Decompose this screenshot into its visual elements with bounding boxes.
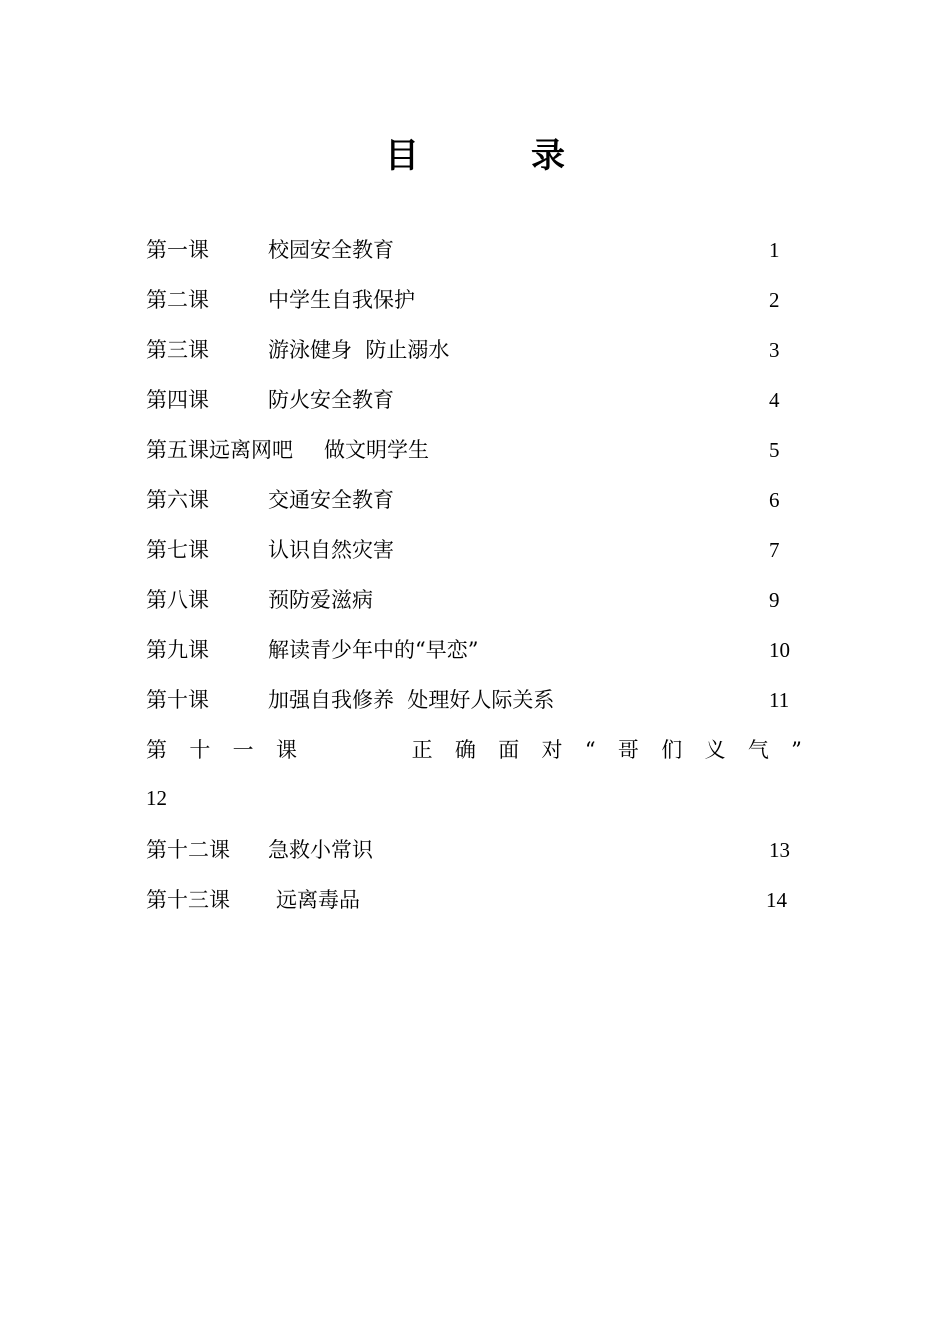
toc-justified-line: [146, 730, 802, 770]
toc-lesson-label: 第五课远离网吧: [146, 438, 293, 462]
toc-entry[interactable]: [146, 230, 796, 280]
toc-entry[interactable]: [146, 580, 796, 630]
toc-entry[interactable]: [146, 730, 802, 830]
toc-topic-char: 面: [498, 738, 520, 762]
toc-topic: 远离毒品: [276, 888, 360, 912]
toc-lesson-label: 第八课: [146, 588, 209, 612]
toc-entry[interactable]: [146, 630, 796, 680]
toc-topic: 防火安全教育: [268, 388, 394, 412]
toc-spacer: [319, 730, 389, 770]
toc-topic-char: 们: [661, 738, 683, 762]
toc-entry[interactable]: [146, 830, 796, 880]
toc-page-number: 6: [769, 488, 780, 512]
toc-topic-char: 确: [454, 738, 476, 762]
toc-page-number: 7: [769, 538, 780, 562]
toc-page-number: 5: [769, 438, 780, 462]
toc-entry[interactable]: [146, 380, 796, 430]
toc-page-number: 11: [769, 688, 790, 712]
title-char-2: 录: [531, 136, 565, 176]
toc-entry[interactable]: [146, 680, 796, 730]
toc-entry[interactable]: [146, 280, 796, 330]
page-title: [0, 128, 950, 177]
toc-page-number: 10: [769, 638, 790, 662]
toc-page-number: 13: [769, 838, 790, 862]
toc-topic-char: “: [584, 738, 596, 762]
toc-entry[interactable]: [146, 880, 796, 930]
toc-topic: 做文明学生: [324, 438, 429, 462]
toc-topic-char: 义: [704, 738, 726, 762]
toc-topic: 交通安全教育: [268, 488, 394, 512]
toc-lesson-label: 第二课: [146, 288, 209, 312]
toc-topic: 校园安全教育: [268, 238, 394, 262]
toc-lesson-label: 第四课: [146, 388, 209, 412]
toc-topic: 游泳健身 防止溺水: [268, 338, 450, 362]
toc-page-number: 12: [146, 786, 167, 810]
toc-page-number: 3: [769, 338, 780, 362]
title-char-1: 目: [385, 136, 419, 176]
toc-entry[interactable]: [146, 330, 796, 380]
toc-lesson-char: 课: [275, 738, 297, 762]
toc-lesson-label: 第七课: [146, 538, 209, 562]
toc-lesson-label: 第十三课: [146, 888, 230, 912]
toc-entry[interactable]: [146, 530, 796, 580]
toc-page-number: 9: [769, 588, 780, 612]
toc-topic-char: 气: [747, 738, 769, 762]
toc-lesson-char: 一: [232, 738, 254, 762]
toc-lesson-label: 第九课: [146, 638, 209, 662]
table-of-contents: [146, 230, 802, 930]
toc-topic: 认识自然灾害: [268, 538, 394, 562]
toc-topic-char: 对: [541, 738, 563, 762]
toc-page-number: 2: [769, 288, 780, 312]
toc-lesson-label: 第一课: [146, 238, 209, 262]
toc-topic-char: 正: [411, 738, 433, 762]
toc-lesson-char: 第: [146, 738, 167, 762]
toc-entry[interactable]: [146, 430, 796, 480]
toc-topic: 中学生自我保护: [268, 288, 415, 312]
toc-page-number: 14: [766, 888, 787, 912]
toc-page-number: 4: [769, 388, 780, 412]
toc-entry[interactable]: [146, 480, 796, 530]
toc-lesson-label: 第三课: [146, 338, 209, 362]
toc-lesson-label: 第十二课: [146, 838, 230, 862]
toc-lesson-label: 第六课: [146, 488, 209, 512]
toc-topic-char: ”: [791, 738, 802, 762]
toc-topic: 预防爱滋病: [268, 588, 373, 612]
toc-topic: 解读青少年中的“早恋”: [268, 638, 479, 662]
toc-lesson-label: 第十课: [146, 688, 209, 712]
toc-topic: 加强自我修养 处理好人际关系: [268, 688, 555, 712]
toc-page-number: 1: [769, 238, 780, 262]
toc-lesson-char: 十: [189, 738, 211, 762]
toc-topic-char: 哥: [617, 738, 639, 762]
toc-topic: 急救小常识: [268, 838, 373, 862]
